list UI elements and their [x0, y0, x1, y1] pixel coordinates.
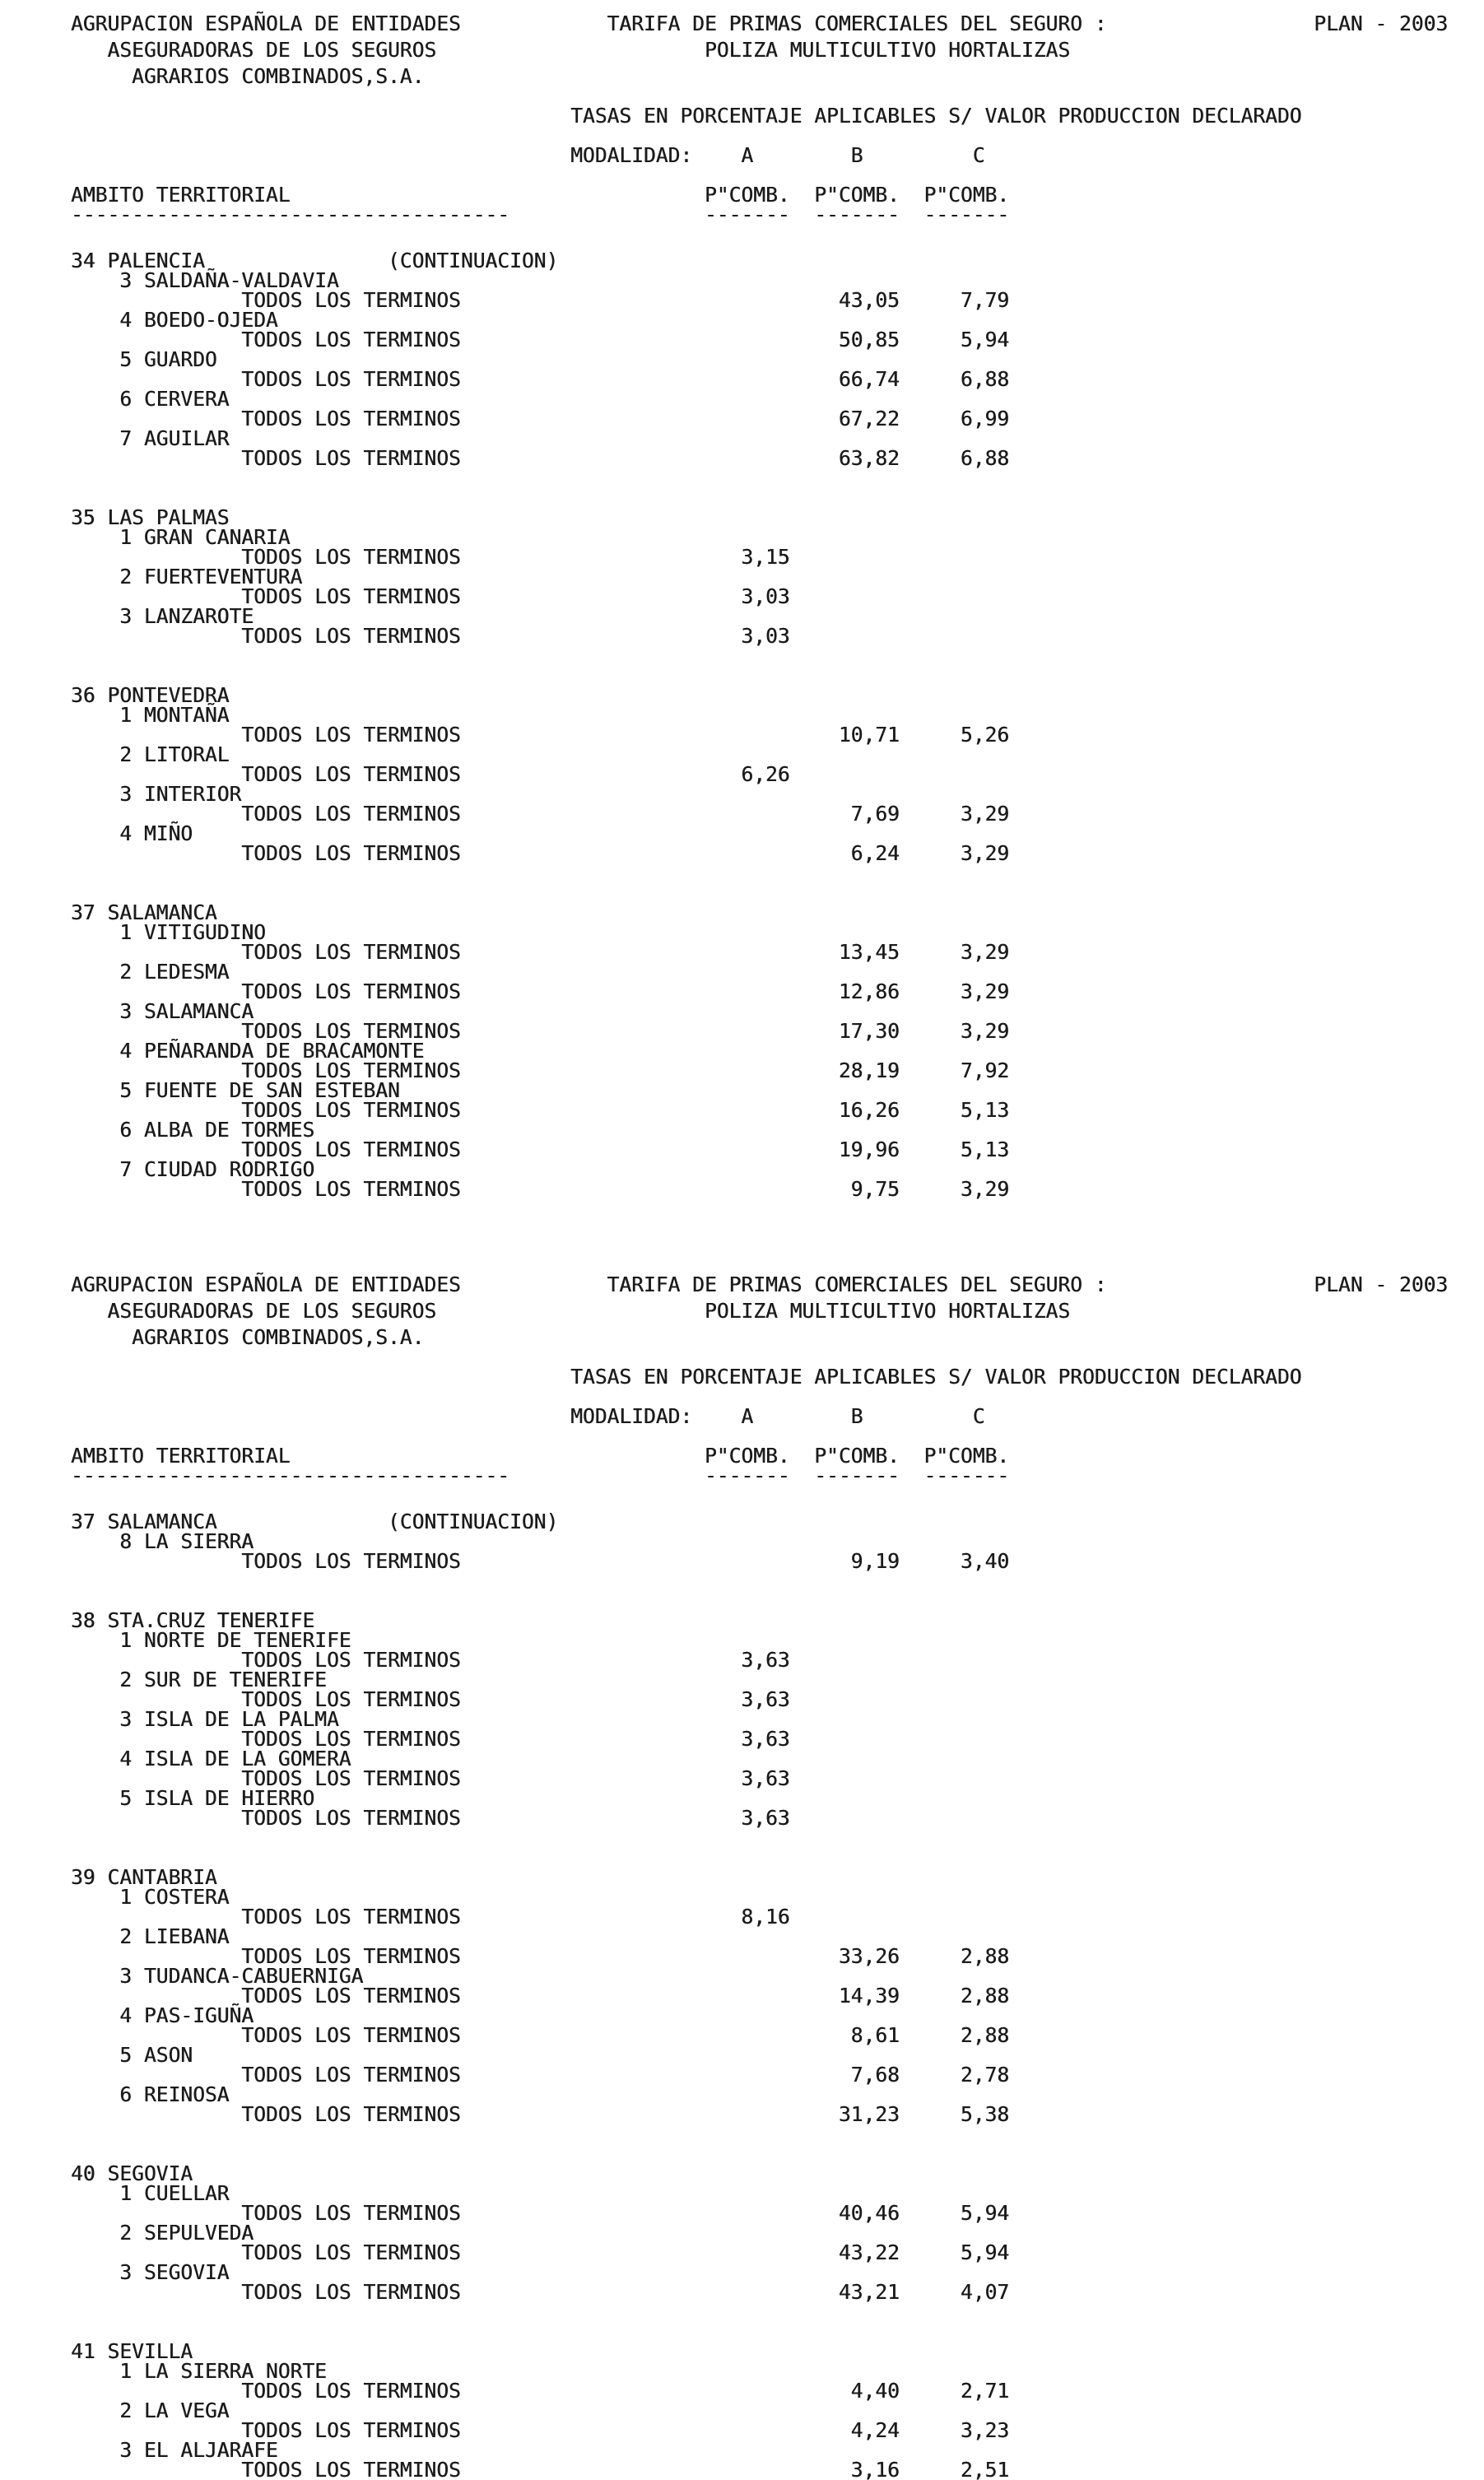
comarca-name-row: 6 ALBA DE TORMES [71, 1118, 315, 1142]
table-column-headers: AMBITO TERRITORIAL P"COMB. P"COMB. P"COMB. [71, 183, 1010, 207]
comarca-name-row: 2 FUERTEVENTURA [71, 565, 303, 589]
comarca-rate-row: TODOS LOS TERMINOS 40,46 5,94 [71, 2201, 1010, 2225]
comarca-name-row: 1 GRAN CANARIA [71, 525, 291, 549]
comarca-name-row: 5 ISLA DE HIERRO [71, 1786, 315, 1810]
comarca-rate-row: TODOS LOS TERMINOS 3,63 [71, 1766, 790, 1790]
comarca-name-row: 3 LANZAROTE [71, 604, 254, 628]
doc-subtitle: TASAS EN PORCENTAJE APLICABLES S/ VALOR PRODUCCION DECLARADO [71, 104, 1302, 128]
comarca-rate-row: TODOS LOS TERMINOS 7,68 2,78 [71, 2063, 1010, 2087]
comarca-name-row: 3 EL ALJARAFE [71, 2438, 278, 2462]
doc-header-line-2: ASEGURADORAS DE LOS SEGUROS POLIZA MULTICULTIVO HORTALIZAS [71, 38, 1071, 62]
doc-header-line-1: AGRUPACION ESPAÑOLA DE ENTIDADES TARIFA DE PRIMAS COMERCIALES DEL SEGURO : PLAN - 2003 [71, 1273, 1449, 1296]
comarca-rate-row: TODOS LOS TERMINOS 3,03 [71, 624, 790, 648]
comarca-rate-row: TODOS LOS TERMINOS 3,63 [71, 1648, 790, 1672]
comarca-name-row: 1 VITIGUDINO [71, 920, 266, 944]
comarca-name-row: 2 SEPULVEDA [71, 2221, 254, 2245]
comarca-rate-row: TODOS LOS TERMINOS 19,96 5,13 [71, 1138, 1010, 1161]
modalidad-header: MODALIDAD: A B C [71, 143, 985, 167]
comarca-name-row: 3 TUDANCA-CABUERNIGA [71, 1964, 364, 1988]
comarca-name-row: 6 REINOSA [71, 2082, 230, 2106]
table-header-rule: ------------------------------------ ------- ------- ------- [71, 1463, 1010, 1487]
section-title-37: 37 SALAMANCA [71, 900, 217, 924]
doc-header-line-1: AGRUPACION ESPAÑOLA DE ENTIDADES TARIFA DE PRIMAS COMERCIALES DEL SEGURO : PLAN - 2003 [71, 12, 1449, 35]
table-header-rule: ------------------------------------ ------- ------- ------- [71, 202, 1010, 226]
comarca-rate-row: TODOS LOS TERMINOS 13,45 3,29 [71, 940, 1010, 964]
table-column-headers: AMBITO TERRITORIAL P"COMB. P"COMB. P"COMB. [71, 1444, 1010, 1468]
comarca-name-row: 7 CIUDAD RODRIGO [71, 1157, 315, 1181]
comarca-name-row: 1 LA SIERRA NORTE [71, 2359, 327, 2383]
doc-subtitle: TASAS EN PORCENTAJE APLICABLES S/ VALOR PRODUCCION DECLARADO [71, 1365, 1302, 1389]
section-title-40: 40 SEGOVIA [71, 2161, 193, 2185]
comarca-name-row: 5 FUENTE DE SAN ESTEBAN [71, 1078, 400, 1102]
comarca-rate-row: TODOS LOS TERMINOS 3,63 [71, 1727, 790, 1751]
comarca-rate-row: TODOS LOS TERMINOS 10,71 5,26 [71, 723, 1010, 747]
section-title-34: 34 PALENCIA (CONTINUACION) [71, 249, 559, 272]
comarca-rate-row: TODOS LOS TERMINOS 6,26 [71, 762, 790, 786]
comarca-rate-row: TODOS LOS TERMINOS 3,03 [71, 584, 790, 608]
modalidad-header: MODALIDAD: A B C [71, 1404, 985, 1428]
comarca-rate-row: TODOS LOS TERMINOS 28,19 7,92 [71, 1059, 1010, 1082]
comarca-name-row: 2 LA VEGA [71, 2399, 230, 2422]
comarca-name-row: 2 LEDESMA [71, 960, 230, 984]
comarca-rate-row: TODOS LOS TERMINOS 67,22 6,99 [71, 407, 1010, 430]
comarca-name-row: 2 SUR DE TENERIFE [71, 1668, 327, 1691]
comarca-name-row: 3 SALDAÑA-VALDAVIA [71, 268, 339, 292]
section-title-38: 38 STA.CRUZ TENERIFE [71, 1608, 315, 1632]
comarca-name-row: 5 ASON [71, 2043, 193, 2067]
comarca-name-row: 3 ISLA DE LA PALMA [71, 1707, 339, 1731]
doc-header-line-3: AGRARIOS COMBINADOS,S.A. [71, 1325, 425, 1349]
comarca-rate-row: TODOS LOS TERMINOS 50,85 5,94 [71, 328, 1010, 351]
comarca-rate-row: TODOS LOS TERMINOS 31,23 5,38 [71, 2102, 1010, 2126]
comarca-name-row: 6 CERVERA [71, 387, 230, 411]
comarca-name-row: 4 MIÑO [71, 821, 193, 845]
section-title-36: 36 PONTEVEDRA [71, 683, 230, 707]
comarca-rate-row: TODOS LOS TERMINOS 16,26 5,13 [71, 1098, 1010, 1122]
comarca-name-row: 3 SEGOVIA [71, 2260, 230, 2284]
doc-header-line-2: ASEGURADORAS DE LOS SEGUROS POLIZA MULTICULTIVO HORTALIZAS [71, 1299, 1071, 1323]
comarca-rate-row: TODOS LOS TERMINOS 17,30 3,29 [71, 1019, 1010, 1043]
comarca-name-row: 2 LITORAL [71, 742, 230, 766]
comarca-rate-row: TODOS LOS TERMINOS 3,63 [71, 1806, 790, 1830]
comarca-rate-row: TODOS LOS TERMINOS 33,26 2,88 [71, 1944, 1010, 1968]
section-title-37: 37 SALAMANCA (CONTINUACION) [71, 1510, 559, 1533]
comarca-rate-row: TODOS LOS TERMINOS 8,61 2,88 [71, 2023, 1010, 2047]
comarca-rate-row: TODOS LOS TERMINOS 43,21 4,07 [71, 2280, 1010, 2304]
comarca-name-row: 1 CUELLAR [71, 2181, 230, 2205]
comarca-name-row: 1 MONTAÑA [71, 703, 230, 727]
section-title-35: 35 LAS PALMAS [71, 505, 230, 529]
comarca-rate-row: TODOS LOS TERMINOS 4,40 2,71 [71, 2379, 1010, 2403]
comarca-rate-row: TODOS LOS TERMINOS 43,22 5,94 [71, 2240, 1010, 2264]
comarca-rate-row: TODOS LOS TERMINOS 14,39 2,88 [71, 1984, 1010, 2008]
comarca-rate-row: TODOS LOS TERMINOS 12,86 3,29 [71, 979, 1010, 1003]
comarca-rate-row: TODOS LOS TERMINOS 9,75 3,29 [71, 1177, 1010, 1201]
comarca-name-row: 4 PEÑARANDA DE BRACAMONTE [71, 1039, 425, 1063]
comarca-name-row: 1 NORTE DE TENERIFE [71, 1628, 351, 1652]
comarca-rate-row: TODOS LOS TERMINOS 9,19 3,40 [71, 1549, 1010, 1573]
comarca-rate-row: TODOS LOS TERMINOS 8,16 [71, 1905, 790, 1929]
comarca-rate-row: TODOS LOS TERMINOS 6,24 3,29 [71, 841, 1010, 865]
comarca-name-row: 3 SALAMANCA [71, 999, 254, 1023]
doc-header-line-3: AGRARIOS COMBINADOS,S.A. [71, 64, 425, 88]
comarca-rate-row: TODOS LOS TERMINOS 3,16 2,51 [71, 2458, 1010, 2480]
section-title-41: 41 SEVILLA [71, 2339, 193, 2363]
comarca-rate-row: TODOS LOS TERMINOS 7,69 3,29 [71, 802, 1010, 826]
comarca-name-row: 8 LA SIERRA [71, 1529, 254, 1553]
comarca-name-row: 5 GUARDO [71, 347, 217, 371]
comarca-name-row: 4 ISLA DE LA GOMERA [71, 1747, 351, 1770]
comarca-name-row: 3 INTERIOR [71, 782, 242, 806]
comarca-name-row: 7 AGUILAR [71, 426, 230, 450]
comarca-name-row: 2 LIEBANA [71, 1924, 230, 1948]
comarca-rate-row: TODOS LOS TERMINOS 63,82 6,88 [71, 446, 1010, 470]
comarca-rate-row: TODOS LOS TERMINOS 43,05 7,79 [71, 288, 1010, 312]
comarca-name-row: 1 COSTERA [71, 1885, 230, 1909]
comarca-name-row: 4 PAS-IGUÑA [71, 2003, 254, 2027]
comarca-rate-row: TODOS LOS TERMINOS 4,24 3,23 [71, 2418, 1010, 2442]
comarca-name-row: 4 BOEDO-OJEDA [71, 308, 278, 332]
section-title-39: 39 CANTABRIA [71, 1865, 217, 1889]
comarca-rate-row: TODOS LOS TERMINOS 66,74 6,88 [71, 367, 1010, 391]
comarca-rate-row: TODOS LOS TERMINOS 3,15 [71, 545, 790, 569]
comarca-rate-row: TODOS LOS TERMINOS 3,63 [71, 1687, 790, 1711]
